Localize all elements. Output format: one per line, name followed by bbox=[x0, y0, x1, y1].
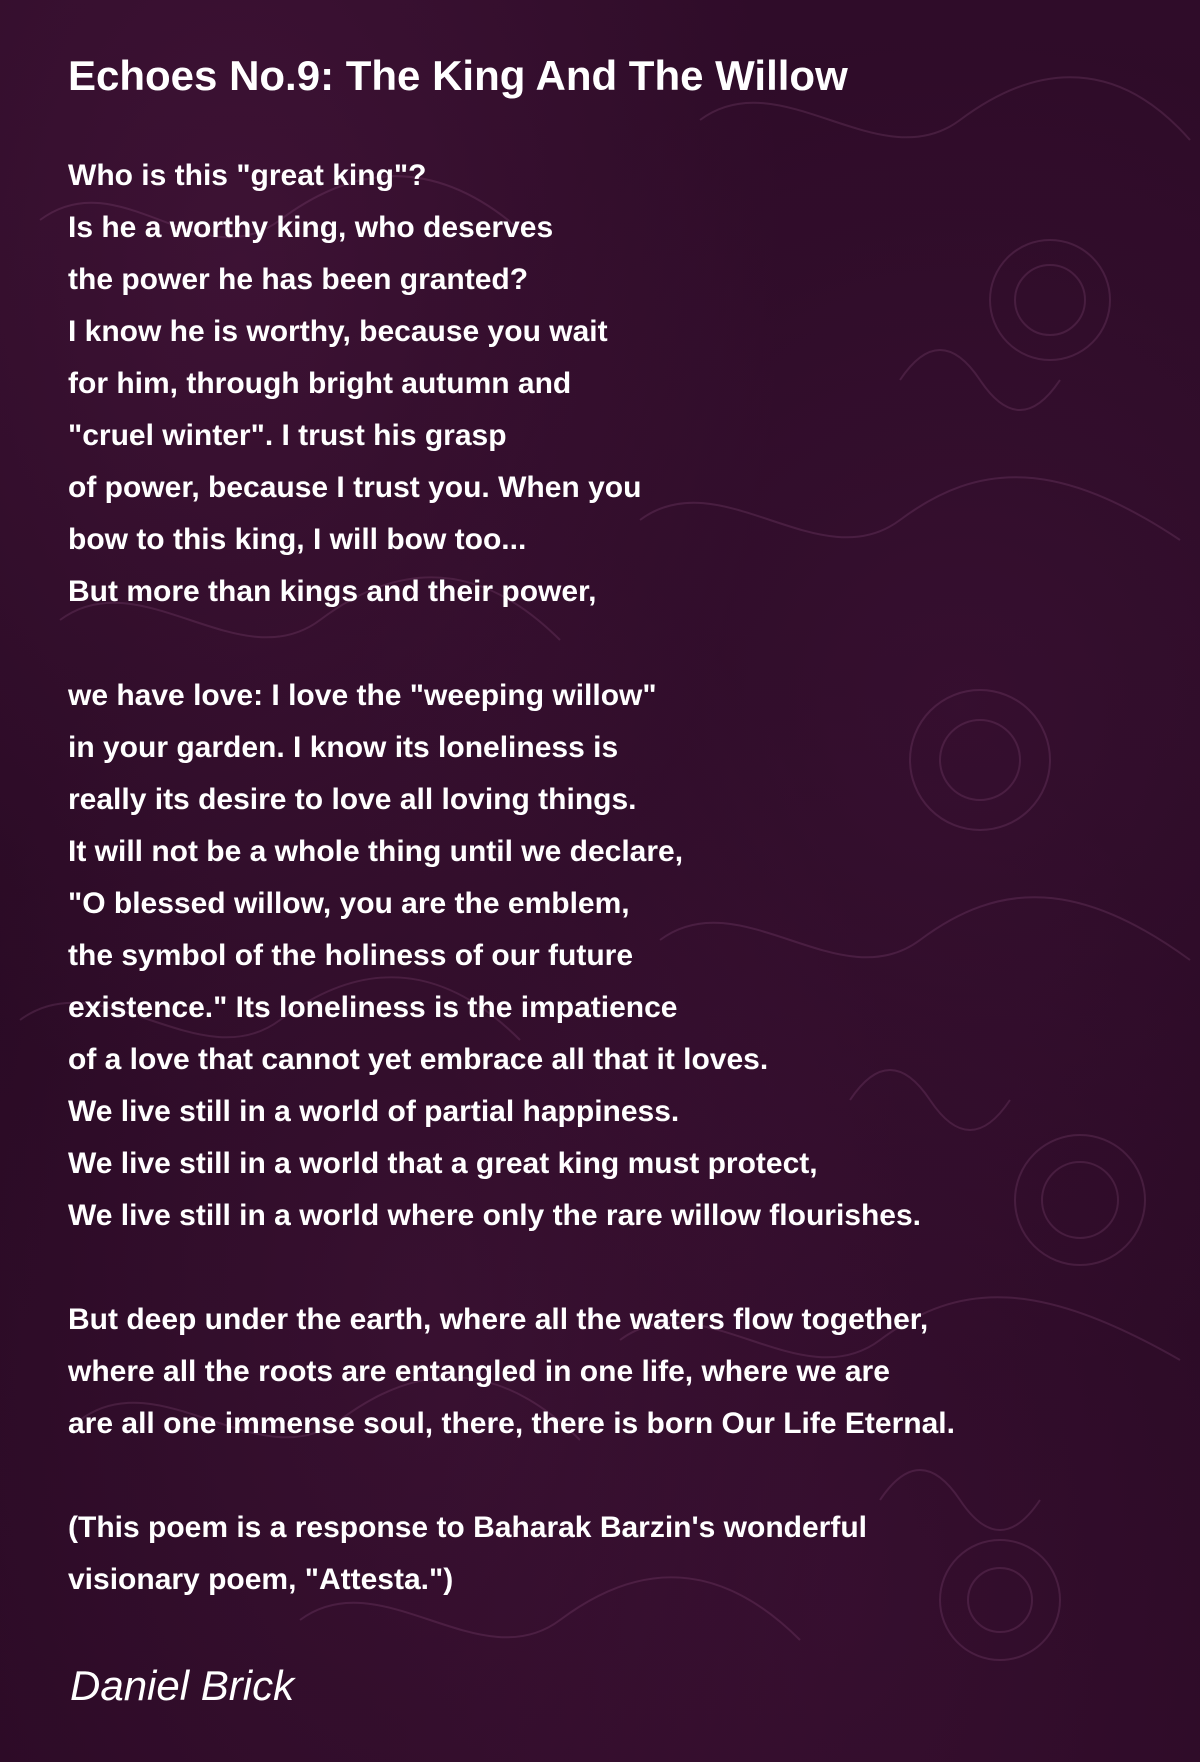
poem-line: visionary poem, "Attesta.") bbox=[68, 1563, 454, 1596]
stanza-3 bbox=[68, 1294, 1148, 1450]
poem-line: for him, through bright autumn and bbox=[68, 367, 572, 400]
poem-line: bow to this king, I will bow too... bbox=[68, 523, 527, 556]
poem-line: "cruel winter". I trust his grasp bbox=[68, 419, 507, 452]
poem-line: We live still in a world where only the rare willow flourishes. bbox=[68, 1199, 921, 1232]
poem-line: of a love that cannot yet embrace all that it loves. bbox=[68, 1043, 769, 1076]
poem-line: We live still in a world of partial happiness. bbox=[68, 1095, 680, 1128]
poem-line: It will not be a whole thing until we declare, bbox=[68, 835, 684, 868]
stanza-break bbox=[68, 618, 1148, 670]
poem-line: existence." Its loneliness is the impatience bbox=[68, 991, 678, 1024]
poem-line: the power he has been granted? bbox=[68, 263, 529, 296]
poem-line: Is he a worthy king, who deserves bbox=[68, 211, 554, 244]
stanza-1 bbox=[68, 150, 1148, 618]
poem-line: the symbol of the holiness of our future bbox=[68, 939, 634, 972]
stanza-2 bbox=[68, 670, 1148, 1242]
poem-line: of power, because I trust you. When you bbox=[68, 471, 642, 504]
poem-line: we have love: I love the "weeping willow" bbox=[68, 679, 657, 712]
stanza-break bbox=[68, 1450, 1148, 1502]
poem-line: (This poem is a response to Baharak Barzin's wonderful bbox=[68, 1511, 867, 1544]
stanza-4 bbox=[68, 1502, 1148, 1606]
stanza-break bbox=[68, 1242, 1148, 1294]
poem-line: are all one immense soul, there, there is born Our Life Eternal. bbox=[68, 1407, 955, 1440]
poem-line: "O blessed willow, you are the emblem, bbox=[68, 887, 630, 920]
poem-line: We live still in a world that a great king must protect, bbox=[68, 1147, 818, 1180]
poem-line: But more than kings and their power, bbox=[68, 575, 597, 608]
poem-line: really its desire to love all loving things. bbox=[68, 783, 637, 816]
poem-title: Echoes No.9: The King And The Willow bbox=[68, 52, 848, 99]
poem-line: where all the roots are entangled in one life, where we are bbox=[68, 1355, 890, 1388]
poem-line: in your garden. I know its loneliness is bbox=[68, 731, 619, 764]
poem-body bbox=[68, 150, 1148, 1606]
poem-line: I know he is worthy, because you wait bbox=[68, 315, 608, 348]
poem-author: Daniel Brick bbox=[70, 1662, 295, 1709]
poem-line: Who is this "great king"? bbox=[68, 159, 427, 192]
poem-line: But deep under the earth, where all the waters flow together, bbox=[68, 1303, 929, 1336]
